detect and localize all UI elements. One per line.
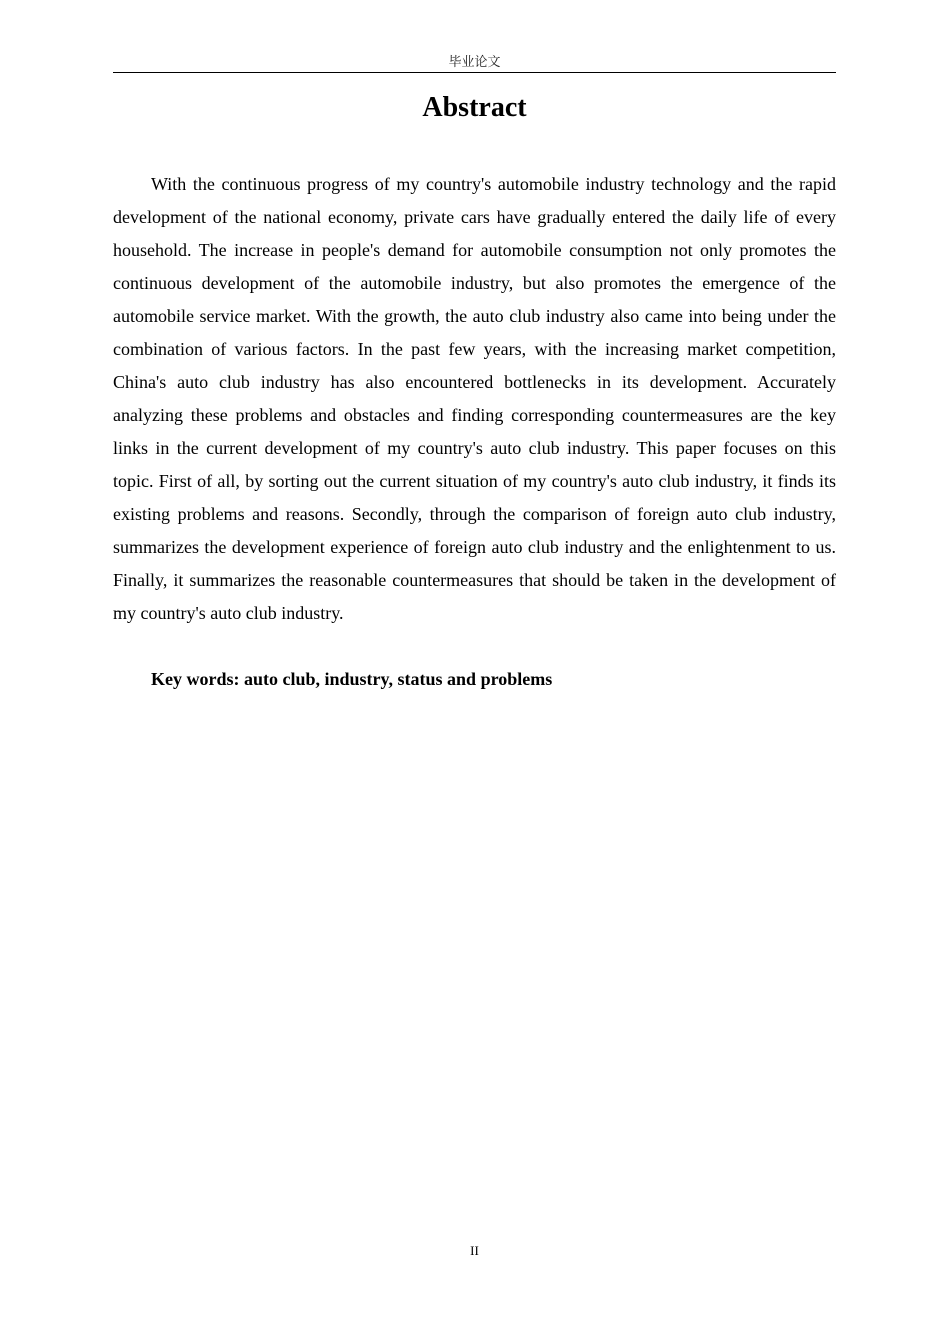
abstract-title: Abstract [422,92,527,123]
abstract-paragraph: With the continuous progress of my country's automobile industry technology and the rapid development of the national economy, private cars have gradually entered the daily life of every household. The increase in people's demand for automobile consumption not only promotes the continuous development of the automobile industry, but also promotes the emergence of the automobile service market. With the growth, the auto club industry also came into being under the combination of various factors. In the past few years, with the increasing market competition, China's auto club industry has also encountered bottlenecks in its development. Accurately analyzing these problems and obstacles and finding corresponding countermeasures are the key links in the current development of my country's auto club industry. This paper focuses on this topic. First of all, by sorting out the current situation of my country's auto club industry, it finds its existing problems and reasons. Secondly, through the comparison of foreign auto club industry, summarizes the development experience of foreign auto club industry and the enlightenment to us. Finally, it summarizes the reasonable countermeasures that should be taken in the development of my country's auto club industry. [113,174,836,623]
running-header: 毕业论文 [113,54,836,73]
page-number: II [470,1243,479,1258]
keywords-line: Key words: auto club, industry, status and problems [151,669,553,689]
